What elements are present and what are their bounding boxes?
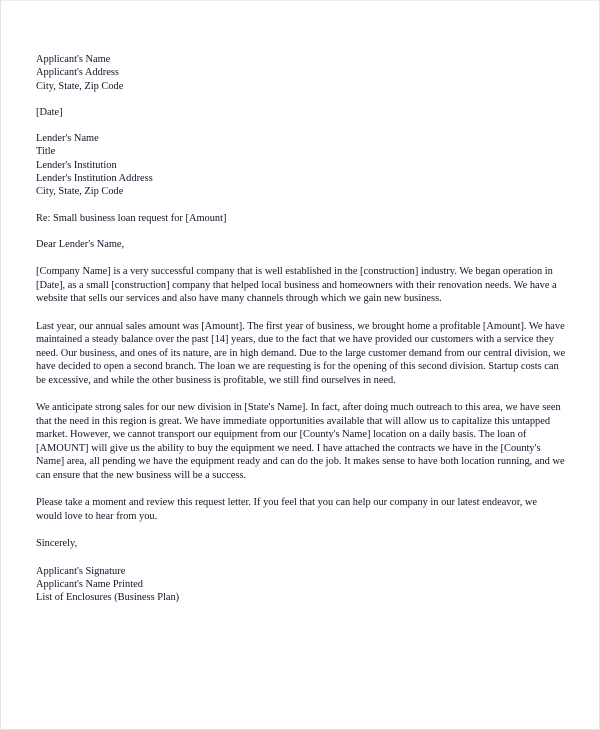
body-paragraph-2: Last year, our annual sales amount was [Amount]. The first year of business, we brought home a profitable [Amount]. We have maintained a steady balance over the past [14] years, due to the fact that we have provided our customers with a service they need. Our business, and ones of its nature, are in high demand. Due to the large customer demand from our central division, we have decided to open a second branch. The loan we are requesting is for the opening of this second division. Startup costs can be excessive, and while the other business is profitable, we still find ourselves in need. [36,320,566,386]
sender-address-block [36,53,568,93]
closing-block [36,537,568,550]
letter-body [36,53,568,604]
spacer-after-recipient [36,199,568,212]
recipient-address-block [36,132,568,198]
spacer-after-closing [36,551,568,565]
date-line: [Date] [36,106,63,118]
salutation-block [36,238,568,251]
spacer-after-paragraph-3 [36,482,568,496]
applicant-signature-line: Applicant's Signature [36,565,126,577]
applicant-printed-name-line: Applicant's Name Printed [36,578,143,590]
signature-block [36,565,568,605]
spacer-after-paragraph-1 [36,306,568,320]
body-paragraph-3: We anticipate strong sales for our new division in [State's Name]. In fact, after doing much outreach to this area, we have seen that the need in this region is great. We have immediate opportunities available that will allow us to capitalize this untapped market. However, we cannot transport our equipment from our [County's Name] location on a daily basis. The loan of [AMOUNT] will give us the ability to buy the equipment we need. I have attached the contracts we have in the [County's Name] area, all pending we have the equipment ready and can do the job. It makes sense to have both location running, and we can ensure that the new business will be a success. [36,402,565,481]
recipient-title: Title [36,146,56,158]
recipient-city-state-zip: City, State, Zip Code [36,186,124,198]
spacer-after-date [36,119,568,132]
spacer-after-paragraph-2 [36,387,568,401]
salutation-line: Dear Lender's Name, [36,238,125,250]
date-block [36,106,568,119]
body-paragraph-1: [Company Name] is a very successful company that is well established in the [construction] industry. We began operation in [Date], as a small [construction] company that helped local business and homeowners with their renovation needs. We have a website that sells our services and also have many channels through which we gain new business. [36,266,557,305]
sender-address: Applicant's Address [36,67,119,79]
sender-name: Applicant's Name [36,54,111,65]
spacer-after-salutation [36,251,568,265]
enclosures-line: List of Enclosures (Business Plan) [36,592,180,604]
recipient-name: Lender's Name [36,133,99,145]
closing-line: Sincerely, [36,538,78,550]
recipient-institution: Lender's Institution [36,159,117,171]
subject-line: Re: Small business loan request for [Amount] [36,212,227,224]
spacer-after-subject [36,225,568,238]
body-paragraph-4: Please take a moment and review this request letter. If you feel that you can help our company in our latest endeavor, we would love to hear from you. [36,497,538,522]
subject-block [36,212,568,225]
sender-city-state-zip: City, State, Zip Code [36,80,124,92]
spacer-after-paragraph-4 [36,523,568,537]
recipient-institution-address: Lender's Institution Address [36,173,153,185]
spacer-after-sender [36,93,568,106]
